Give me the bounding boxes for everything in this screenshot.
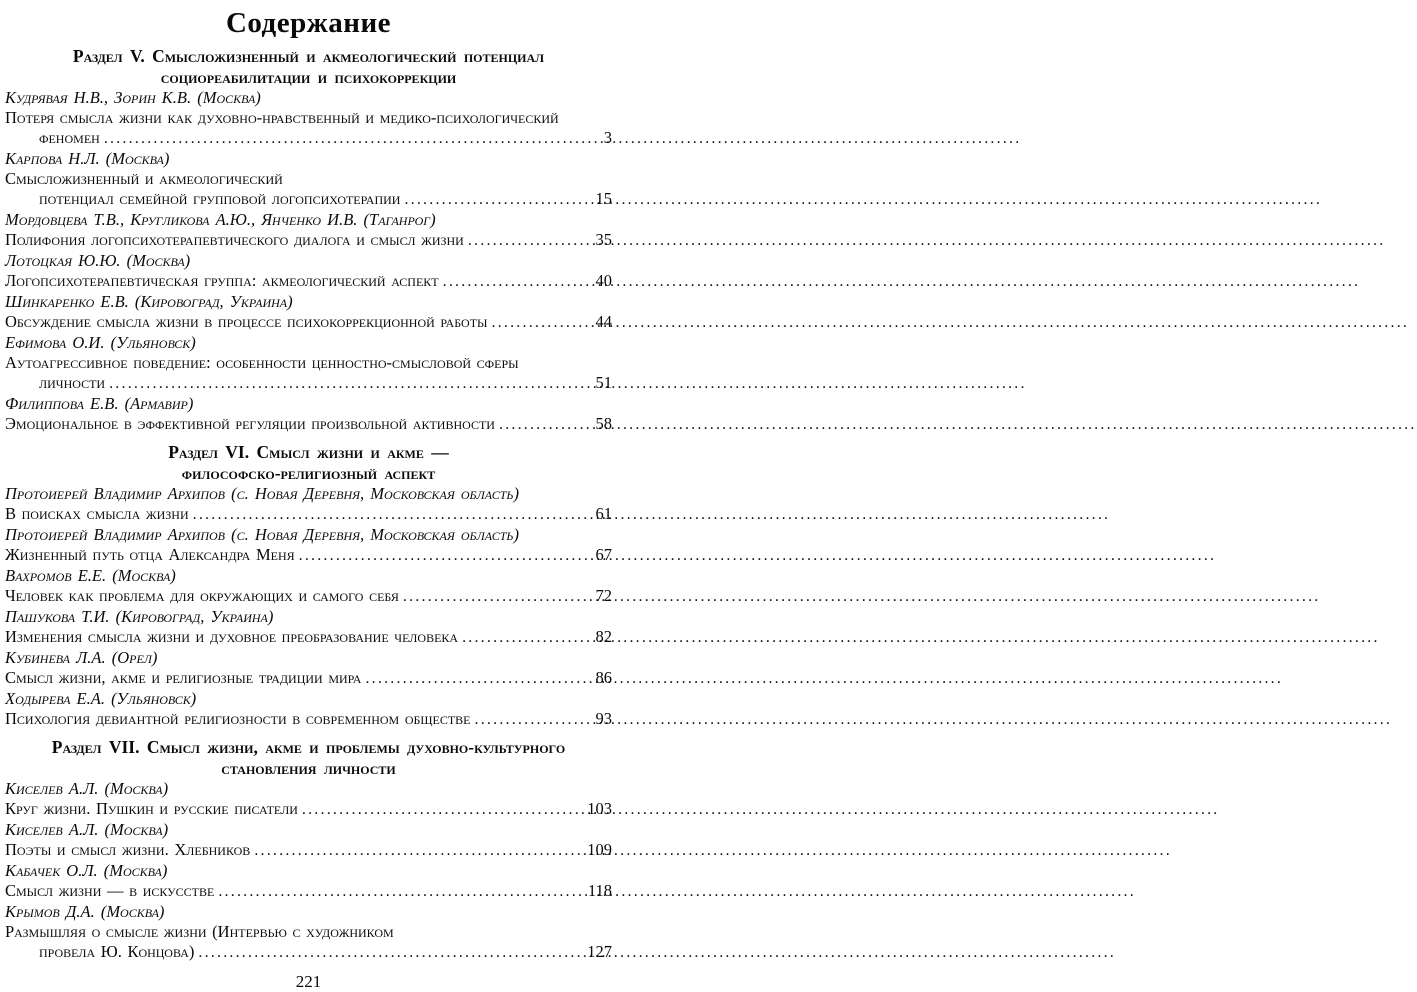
toc-line: [5, 881, 612, 902]
toc-entry-page-number: 72: [595, 586, 612, 605]
toc-entry-page-number: 103: [587, 799, 612, 818]
toc-line: [5, 442, 612, 463]
folio-page-number: 221: [295, 972, 322, 991]
toc-line: [5, 607, 612, 627]
toc-line-text: Жизненный путь отца Александра Меня: [5, 545, 295, 564]
toc-entry-page-number: 58: [595, 414, 612, 433]
toc-line-text: Ефимова О.И. (Ульяновск): [5, 333, 196, 352]
toc-line-text: Пашукова Т.И. (Кировоград, Украина): [5, 607, 274, 626]
toc-line-text: Кабачек О.Л. (Москва): [5, 861, 168, 880]
toc-line-text: Поэты и смысл жизни. Хлебников: [5, 840, 251, 859]
toc-line-text: Мордовцева Т.В., Кругликова А.Ю., Янченко И.В. (Таганрог): [5, 210, 436, 229]
toc-line-text: Киселев А.Л. (Москва): [5, 820, 169, 839]
toc-line: [5, 779, 612, 799]
toc-line: [5, 737, 612, 758]
toc-line-text: Смысложизненный и акмеологический: [5, 169, 283, 188]
toc-line-text: Ходырева Е.А. (Ульяновск): [5, 689, 197, 708]
toc-line-text: В поисках смысла жизни: [5, 504, 189, 523]
dot-leader: [462, 627, 592, 648]
toc-line: [5, 861, 612, 881]
toc-line-text: Размышляя о смысле жизни (Интервью с художником: [5, 922, 394, 941]
toc-line: [5, 504, 612, 525]
toc-page: [0, 0, 620, 991]
toc-line-text: Раздел VI. Смысл жизни и акме —: [168, 442, 449, 462]
dot-leader: [254, 840, 584, 861]
dot-leader: [499, 414, 593, 435]
toc-line-text: Психология девиантной религиозности в современном обществе: [5, 709, 471, 728]
toc-line-text: философско-религиозный аспект: [181, 463, 436, 483]
dot-leader: [104, 128, 601, 149]
toc-line: [5, 942, 612, 963]
toc-line-text: Крымов Д.А. (Москва): [5, 902, 165, 921]
toc-line-text: личности: [39, 373, 106, 392]
toc-line-text: Эмоциональное в эффективной регуляции произвольной активности: [5, 414, 495, 433]
dot-leader: [299, 545, 593, 566]
toc-line: [5, 758, 612, 779]
dot-leader: [403, 586, 593, 607]
toc-line-text: Логопсихотерапевтическая группа: акмеологический аспект: [5, 271, 439, 290]
toc-line: [5, 545, 612, 566]
toc-entry-page-number: 61: [595, 504, 612, 523]
toc-line: [5, 689, 612, 709]
dot-leader: [365, 668, 592, 689]
toc-line-text: Шинкаренко Е.В. (Кировоград, Украина): [5, 292, 293, 311]
toc-line: [5, 46, 612, 67]
toc-line: [5, 902, 612, 922]
toc-line-text: Круг жизни. Пушкин и русские писатели: [5, 799, 298, 818]
toc-entry-page-number: 40: [595, 271, 612, 290]
toc-line-text: феномен: [39, 128, 100, 147]
toc-line-text: Вахромов Е.Е. (Москва): [5, 566, 176, 585]
page-title: Содержание: [225, 7, 392, 39]
dot-leader: [109, 373, 592, 394]
dot-leader: [198, 942, 584, 963]
toc-entry-page-number: 82: [595, 627, 612, 646]
dot-leader: [302, 799, 584, 820]
toc-entry-page-number: 109: [587, 840, 612, 859]
toc-entry-page-number: 127: [587, 942, 612, 961]
toc-line-text: Раздел V. Смысложизненный и акмеологический потенциал: [72, 46, 545, 66]
toc-line: [5, 525, 612, 545]
toc-line: [5, 271, 612, 292]
toc-line: [5, 312, 612, 333]
toc-line-text: становления личности: [221, 758, 396, 778]
toc-line-text: провела Ю. Концова): [39, 942, 195, 961]
toc-line: [5, 169, 612, 189]
toc-entry-page-number: 44: [595, 312, 612, 331]
dot-leader: [193, 504, 593, 525]
toc-line: [5, 108, 612, 128]
toc-line-text: Киселев А.Л. (Москва): [5, 779, 169, 798]
toc-line-text: Смысл жизни, акме и религиозные традиции мира: [5, 668, 362, 687]
toc-line-text: Кудрявая Н.В., Зорин К.В. (Москва): [5, 88, 261, 107]
dot-leader: [404, 189, 592, 210]
toc-line-text: Человек как проблема для окружающих и самого себя: [5, 586, 399, 605]
toc-line: [5, 414, 612, 435]
toc-line-text: социореабилитации и психокоррекции: [160, 67, 457, 87]
toc-line-text: Изменения смысла жизни и духовное преобразование человека: [5, 627, 459, 646]
toc-line-text: Филиппова Е.В. (Армавир): [5, 394, 194, 413]
toc-line: [5, 820, 612, 840]
toc-entry-page-number: 15: [595, 189, 612, 208]
toc-line: [5, 668, 612, 689]
toc-entry-page-number: 51: [595, 373, 612, 392]
toc-entry-page-number: 35: [595, 230, 612, 249]
toc-line: [5, 922, 612, 942]
toc-line: [5, 333, 612, 353]
toc-line: [5, 709, 612, 730]
toc-line-text: Протоиерей Владимир Архипов (с. Новая Деревня, Московская область): [5, 525, 519, 544]
toc-line: [5, 67, 612, 88]
toc-line: [5, 463, 612, 484]
toc-line: [5, 292, 612, 312]
toc-line: [5, 149, 612, 169]
toc-line: [5, 799, 612, 820]
toc-line: [5, 586, 612, 607]
toc-line: [5, 627, 612, 648]
toc-entry-page-number: 86: [595, 668, 612, 687]
toc-line-text: Карпова Н.Л. (Москва): [5, 149, 170, 168]
toc-line-text: Полифония логопсихотерапевтического диалога и смысл жизни: [5, 230, 464, 249]
toc-entry-page-number: 118: [587, 881, 612, 900]
toc-entry-page-number: 67: [595, 545, 612, 564]
toc-line-text: Лотоцкая Ю.Ю. (Москва): [5, 251, 191, 270]
toc-line-text: Обсуждение смысла жизни в процессе психокоррекционной работы: [5, 312, 488, 331]
toc-entry-page-number: 3: [603, 128, 612, 147]
toc-line-text: Раздел VII. Смысл жизни, акме и проблемы духовно-культурного: [51, 737, 566, 757]
toc-line: [5, 189, 612, 210]
dot-leader: [468, 230, 593, 251]
toc-list: [5, 46, 612, 963]
toc-line-text: Аутоагрессивное поведение: особенности ценностно-смысловой сферы: [5, 353, 519, 372]
dot-leader: [492, 312, 593, 333]
toc-line: [5, 484, 612, 504]
toc-line-text: Кубинева Л.А. (Орел): [5, 648, 158, 667]
toc-line: [5, 840, 612, 861]
toc-line-text: Смысл жизни — в искусстве: [5, 881, 215, 900]
toc-line: [5, 210, 612, 230]
dot-leader: [443, 271, 593, 292]
toc-line-text: Протоиерей Владимир Архипов (с. Новая Деревня, Московская область): [5, 484, 519, 503]
toc-line: [5, 251, 612, 271]
toc-entry-page-number: 93: [595, 709, 612, 728]
dot-leader: [475, 709, 593, 730]
toc-line: [5, 353, 612, 373]
toc-line: [5, 394, 612, 414]
toc-line-text: Потеря смысла жизни как духовно-нравственный и медико-психологический: [5, 108, 559, 127]
toc-line: [5, 128, 612, 149]
toc-line-text: потенциал семейной групповой логопсихотерапии: [39, 189, 401, 208]
dot-leader: [218, 881, 585, 902]
toc-line: [5, 230, 612, 251]
toc-line: [5, 88, 612, 108]
toc-line: [5, 648, 612, 668]
toc-line: [5, 373, 612, 394]
toc-line: [5, 566, 612, 586]
